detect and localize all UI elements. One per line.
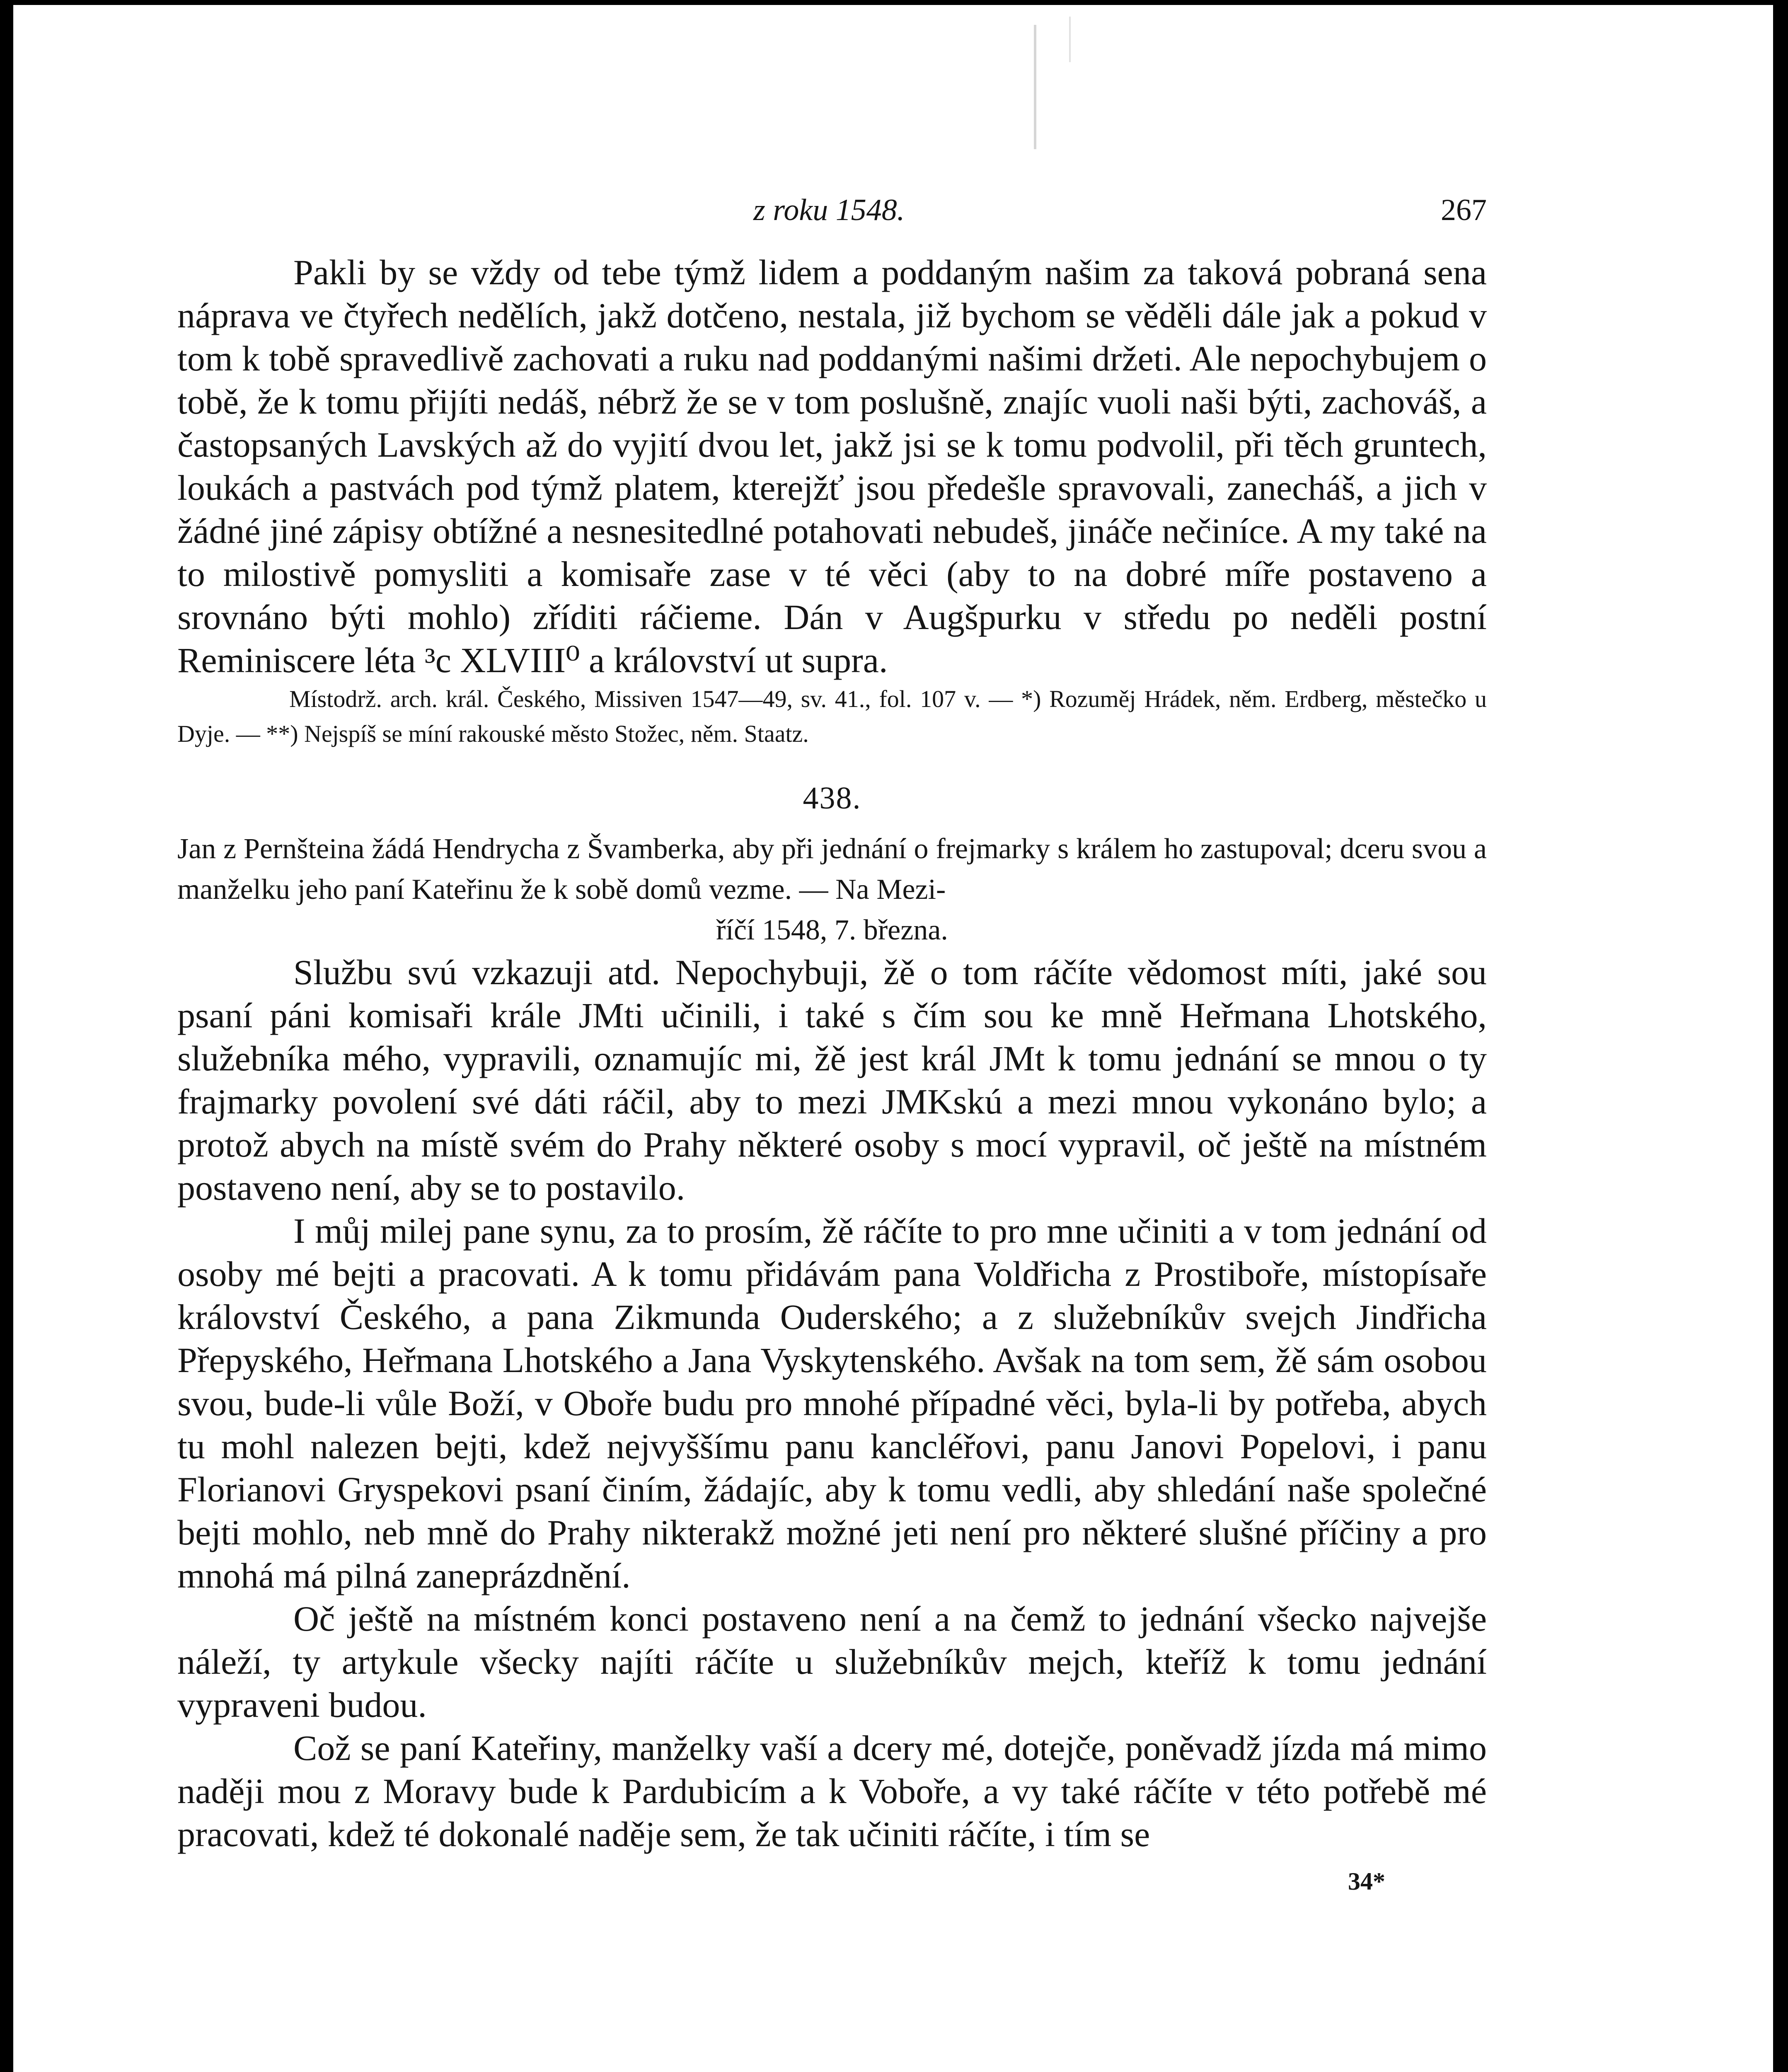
document-summary-main: Jan z Pernšteina žádá Hendrycha z Švamberka, aby při jednání o frejmarky s králem ho zastupoval; dceru svou a manželku jeho paní Kateřinu že k sobě domů vezme. — Na Mezi- xyxy=(177,833,1487,905)
printer-signature-mark: 34* xyxy=(1348,1868,1385,1895)
scan-border-top xyxy=(0,0,1788,5)
scan-border-right xyxy=(1773,0,1788,2072)
body-paragraph: I můj milej pane synu, za to prosím, žě ráčíte to pro mne učiniti a v tom jednání od osoby mé bejti a pracovati. A k tomu přidávám pana Voldřicha z Prostiboře, místopísaře království Českého, a pana Zikmunda Ouderského; a z služebníkův svejch Jindřicha Přepyského, Heřmana Lhotského a Jana Vyskytenského. Avšak na tom sem, žě sám osobou svou, bude-li vůle Boží, v Oboře budu pro mnohé případné věci, byla-li by potřeba, abych tu mohl nalezen bejti, kdež nejvyššímu panu kancléřovi, panu Janovi Popelovi, i panu Florianovi Gryspekovi psaní činím, žádajíc, aby k tomu vedli, aby shledání naše společné bejti mohlo, neb mně do Prahy nikterakž možné jeti není pro některé slušné příčiny a pro mnohá má pilná zaneprázdnění. xyxy=(177,1211,1487,1595)
page-content xyxy=(177,189,1487,1896)
page-number: 267 xyxy=(1441,193,1487,227)
page-header xyxy=(177,189,1487,234)
scan-border-left xyxy=(0,0,13,2072)
paper-fold-mark xyxy=(1034,25,1036,149)
running-title: z roku 1548. xyxy=(753,193,905,227)
body-paragraph: Oč ještě na místném konci postaveno není a na čemž to jednání všecko najvejše náleží, ty artykule všecky najíti ráčíte u služebníkův mejch, kteříž k tomu jednání vypraveni budou. xyxy=(177,1599,1487,1725)
body-paragraph: Což se paní Kateřiny, manželky vaší a dcery mé, dotejče, poněvadž jízda má mimo naději mou z Moravy bude k Pardubicím a k Voboře, a vy také ráčíte v této potřebě mé pracovati, kdež té dokonalé naděje sem, že tak učiniti ráčíte, i tím se xyxy=(177,1728,1487,1854)
document-summary xyxy=(177,829,1487,951)
paper-fold-mark-small xyxy=(1069,17,1071,62)
body-paragraph: Službu svú vzkazuji atd. Nepochybuji, žě o tom ráčíte vědomost míti, jaké sou psaní páni komisaři krále JMti učinili, i také s čím sou ke mně Heřmana Lhotského, služebníka mého, vypravili, oznamujíc mi, žě jest král JMt k tomu jednání se mnou o ty frajmarky povolení své dáti ráčil, aby to mezi JMKskú a mezi mnou vykonáno bylo; a protož abych na místě svém do Prahy některé osoby s mocí vypravil, oč ještě na místném postaveno není, aby se to postavilo. xyxy=(177,952,1487,1208)
source-footnote: Místodrž. arch. král. Českého, Missiven 1547—49, sv. 41., fol. 107 v. — *) Rozuměj Hrádek, něm. Erdberg, městečko u Dyje. — **) Nejspíš se míní rakouské město Stožec, něm. Staatz. xyxy=(177,685,1487,747)
document-number: 438. xyxy=(803,781,861,816)
body-paragraph-continuation: Pakli by se vždy od tebe týmž lidem a poddaným našim za taková pobraná sena náprava ve čtyřech nedělích, jakž dotčeno, nestala, již bychom se věděli dále jak a pokud v tom k tobě spravedlivě zachovati a ruku nad poddanými našimi držeti. Ale nepochybujem o tobě, že k tomu přijíti nedáš, nébrž že se v tom poslušně, znajíc vuoli naši býti, zachováš, a častopsaných Lavských až do vyjití dvou let, jakž jsi se k tomu podvolil, při těch gruntech, loukách a pastvách pod týmž platem, kterejžť jsou předešle spravovali, zanecháš, a jich v žádné jiné zápisy obtížné a nesnesitedlné potahovati nebudeš, jináče nečiníce. A my také na to milostivě pomysliti a komisaře zase v té věci (aby to na dobré míře postaveno a srovnáno býti mohlo) zříditi ráčieme. Dán v Augšpurku v středu po neděli postní Reminiscere léta ³c XLVIII⁰ a království ut supra. xyxy=(177,252,1487,680)
document-summary-date: říčí 1548, 7. března. xyxy=(716,914,948,946)
